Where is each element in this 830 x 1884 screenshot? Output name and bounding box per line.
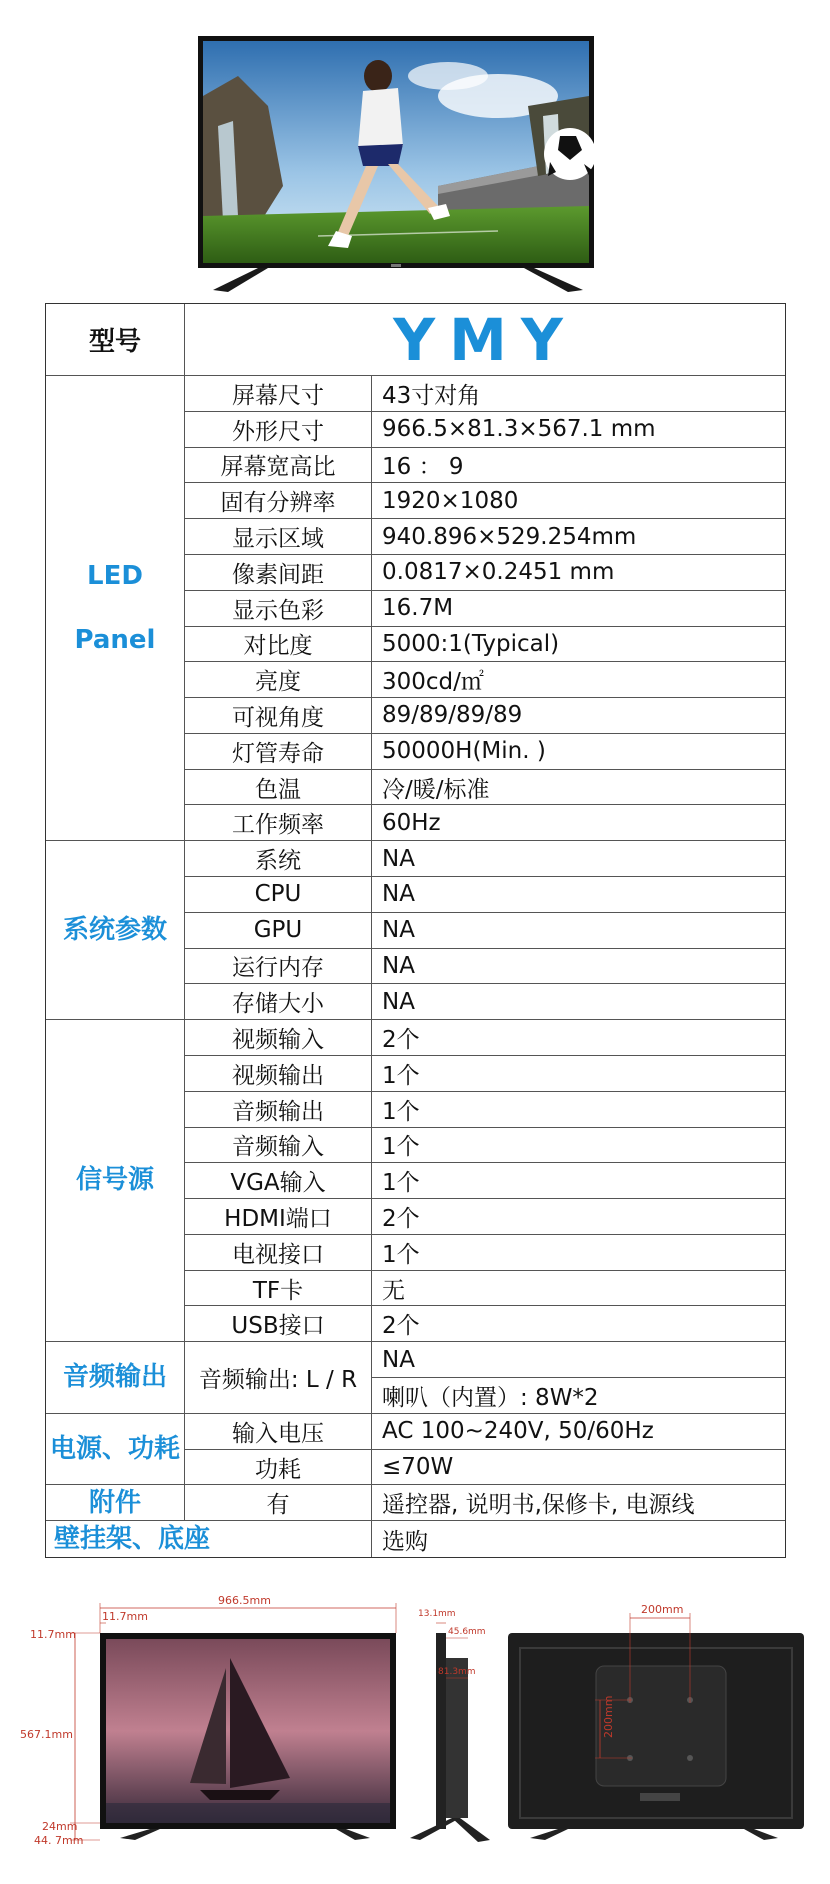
spec-name: 音频输出 (185, 1092, 372, 1128)
spec-name: 色温 (185, 770, 372, 806)
spec-value: 5000:1(Typical) (372, 627, 785, 663)
spec-name: 音频输入 (185, 1128, 372, 1164)
spec-value: 2个 (372, 1306, 785, 1342)
model-label: 型号 (46, 304, 185, 376)
spec-value: NA (372, 841, 785, 877)
spec-name: 像素间距 (185, 555, 372, 591)
dim-front-height: 567.1mm (20, 1728, 73, 1741)
spec-name: 电视接口 (185, 1235, 372, 1271)
spec-name: 屏幕尺寸 (185, 376, 372, 412)
model-value: YMY (185, 304, 785, 376)
spec-name: 屏幕宽高比 (185, 448, 372, 484)
spec-name: 亮度 (185, 662, 372, 698)
dimension-drawings (0, 1578, 830, 1878)
spec-name: 有 (185, 1485, 372, 1521)
dim-front-bottom-b: 44. 7mm (34, 1834, 84, 1847)
spec-name: 视频输入 (185, 1020, 372, 1056)
spec-value: AC 100~240V, 50/60Hz (372, 1414, 785, 1450)
spec-name: USB接口 (185, 1306, 372, 1342)
spec-value: 冷/暖/标准 (372, 770, 785, 806)
spec-name: 系统 (185, 841, 372, 877)
spec-value: 43寸对角 (372, 376, 785, 412)
spec-value: 选购 (382, 1528, 428, 1555)
spec-name: 音频输出: L / R (185, 1342, 372, 1414)
spec-value: 1920×1080 (372, 483, 785, 519)
dim-side-depth: 45.6mm (448, 1627, 486, 1637)
spec-name: VGA输入 (185, 1163, 372, 1199)
spec-name: 对比度 (185, 627, 372, 663)
spec-value: NA (372, 913, 785, 949)
spec-value: 1个 (372, 1056, 785, 1092)
dim-side-top: 13.1mm (418, 1609, 456, 1619)
spec-name: 输入电压 (185, 1414, 372, 1450)
spec-table (45, 303, 786, 1558)
spec-value: 966.5×81.3×567.1 mm (372, 412, 785, 448)
spec-value: 1个 (372, 1128, 785, 1164)
side-view-drawing (410, 1623, 490, 1842)
spec-value: 60Hz (372, 805, 785, 841)
group-mount: 壁挂架、底座 (46, 1521, 372, 1557)
spec-value: 89/89/89/89 (372, 698, 785, 734)
spec-value: NA (372, 877, 785, 913)
spec-name: 视频输出 (185, 1056, 372, 1092)
spec-value: NA (372, 1342, 785, 1378)
tv-product-photo (198, 36, 594, 292)
front-view-drawing (70, 1603, 396, 1840)
spec-value: 无 (372, 1271, 785, 1307)
spec-name: HDMI端口 (185, 1199, 372, 1235)
spec-name: 显示区域 (185, 519, 372, 555)
spec-value: 喇叭（内置）: 8W*2 (372, 1378, 785, 1414)
dim-front-bezel-a: 11.7mm (102, 1610, 148, 1623)
spec-name: 运行内存 (185, 949, 372, 985)
spec-name: GPU (185, 913, 372, 949)
dim-back-h-spacing: 200mm (641, 1603, 684, 1616)
spec-value: NA (372, 984, 785, 1020)
spec-value: 2个 (372, 1020, 785, 1056)
group-accessories: 附件 (46, 1485, 185, 1521)
spec-value: 2个 (372, 1199, 785, 1235)
dim-side-mid: 81.3mm (438, 1667, 476, 1677)
group-led-panel-line2: Panel (74, 625, 156, 656)
dim-front-bezel-b: 11.7mm (30, 1628, 76, 1641)
dim-front-bottom-a: 24mm (42, 1820, 78, 1833)
spec-name: 灯管寿命 (185, 734, 372, 770)
spec-name: TF卡 (185, 1271, 372, 1307)
group-led-panel (46, 376, 185, 841)
spec-name: 存储大小 (185, 984, 372, 1020)
back-view-drawing (508, 1613, 804, 1840)
group-power: 电源、功耗 (46, 1414, 185, 1486)
spec-name: CPU (185, 877, 372, 913)
spec-name: 可视角度 (185, 698, 372, 734)
spec-value: 300cd/㎡ (372, 662, 785, 698)
dim-front-width: 966.5mm (218, 1594, 271, 1607)
spec-value: 16 ： 9 (372, 448, 785, 484)
spec-value: NA (372, 949, 785, 985)
group-system: 系统参数 (46, 841, 185, 1020)
spec-value: 0.0817×0.2451 mm (372, 555, 785, 591)
group-signal: 信号源 (46, 1020, 185, 1342)
spec-value: 遥控器, 说明书,保修卡, 电源线 (372, 1485, 785, 1521)
spec-value: 1个 (372, 1163, 785, 1199)
spec-value: ≤70W (372, 1450, 785, 1486)
spec-value: 16.7M (372, 591, 785, 627)
spec-value: 50000H(Min. ) (372, 734, 785, 770)
spec-value: 940.896×529.254mm (372, 519, 785, 555)
dim-back-v-spacing: 200mm (602, 1695, 615, 1738)
spec-name: 固有分辨率 (185, 483, 372, 519)
group-audio: 音频输出 (46, 1342, 185, 1414)
spec-value: 1个 (372, 1235, 785, 1271)
spec-name: 工作频率 (185, 805, 372, 841)
spec-name: 功耗 (185, 1450, 372, 1486)
group-led-panel-line1: LED (87, 560, 143, 591)
spec-name: 外形尺寸 (185, 412, 372, 448)
spec-value: 1个 (372, 1092, 785, 1128)
spec-name: 显示色彩 (185, 591, 372, 627)
